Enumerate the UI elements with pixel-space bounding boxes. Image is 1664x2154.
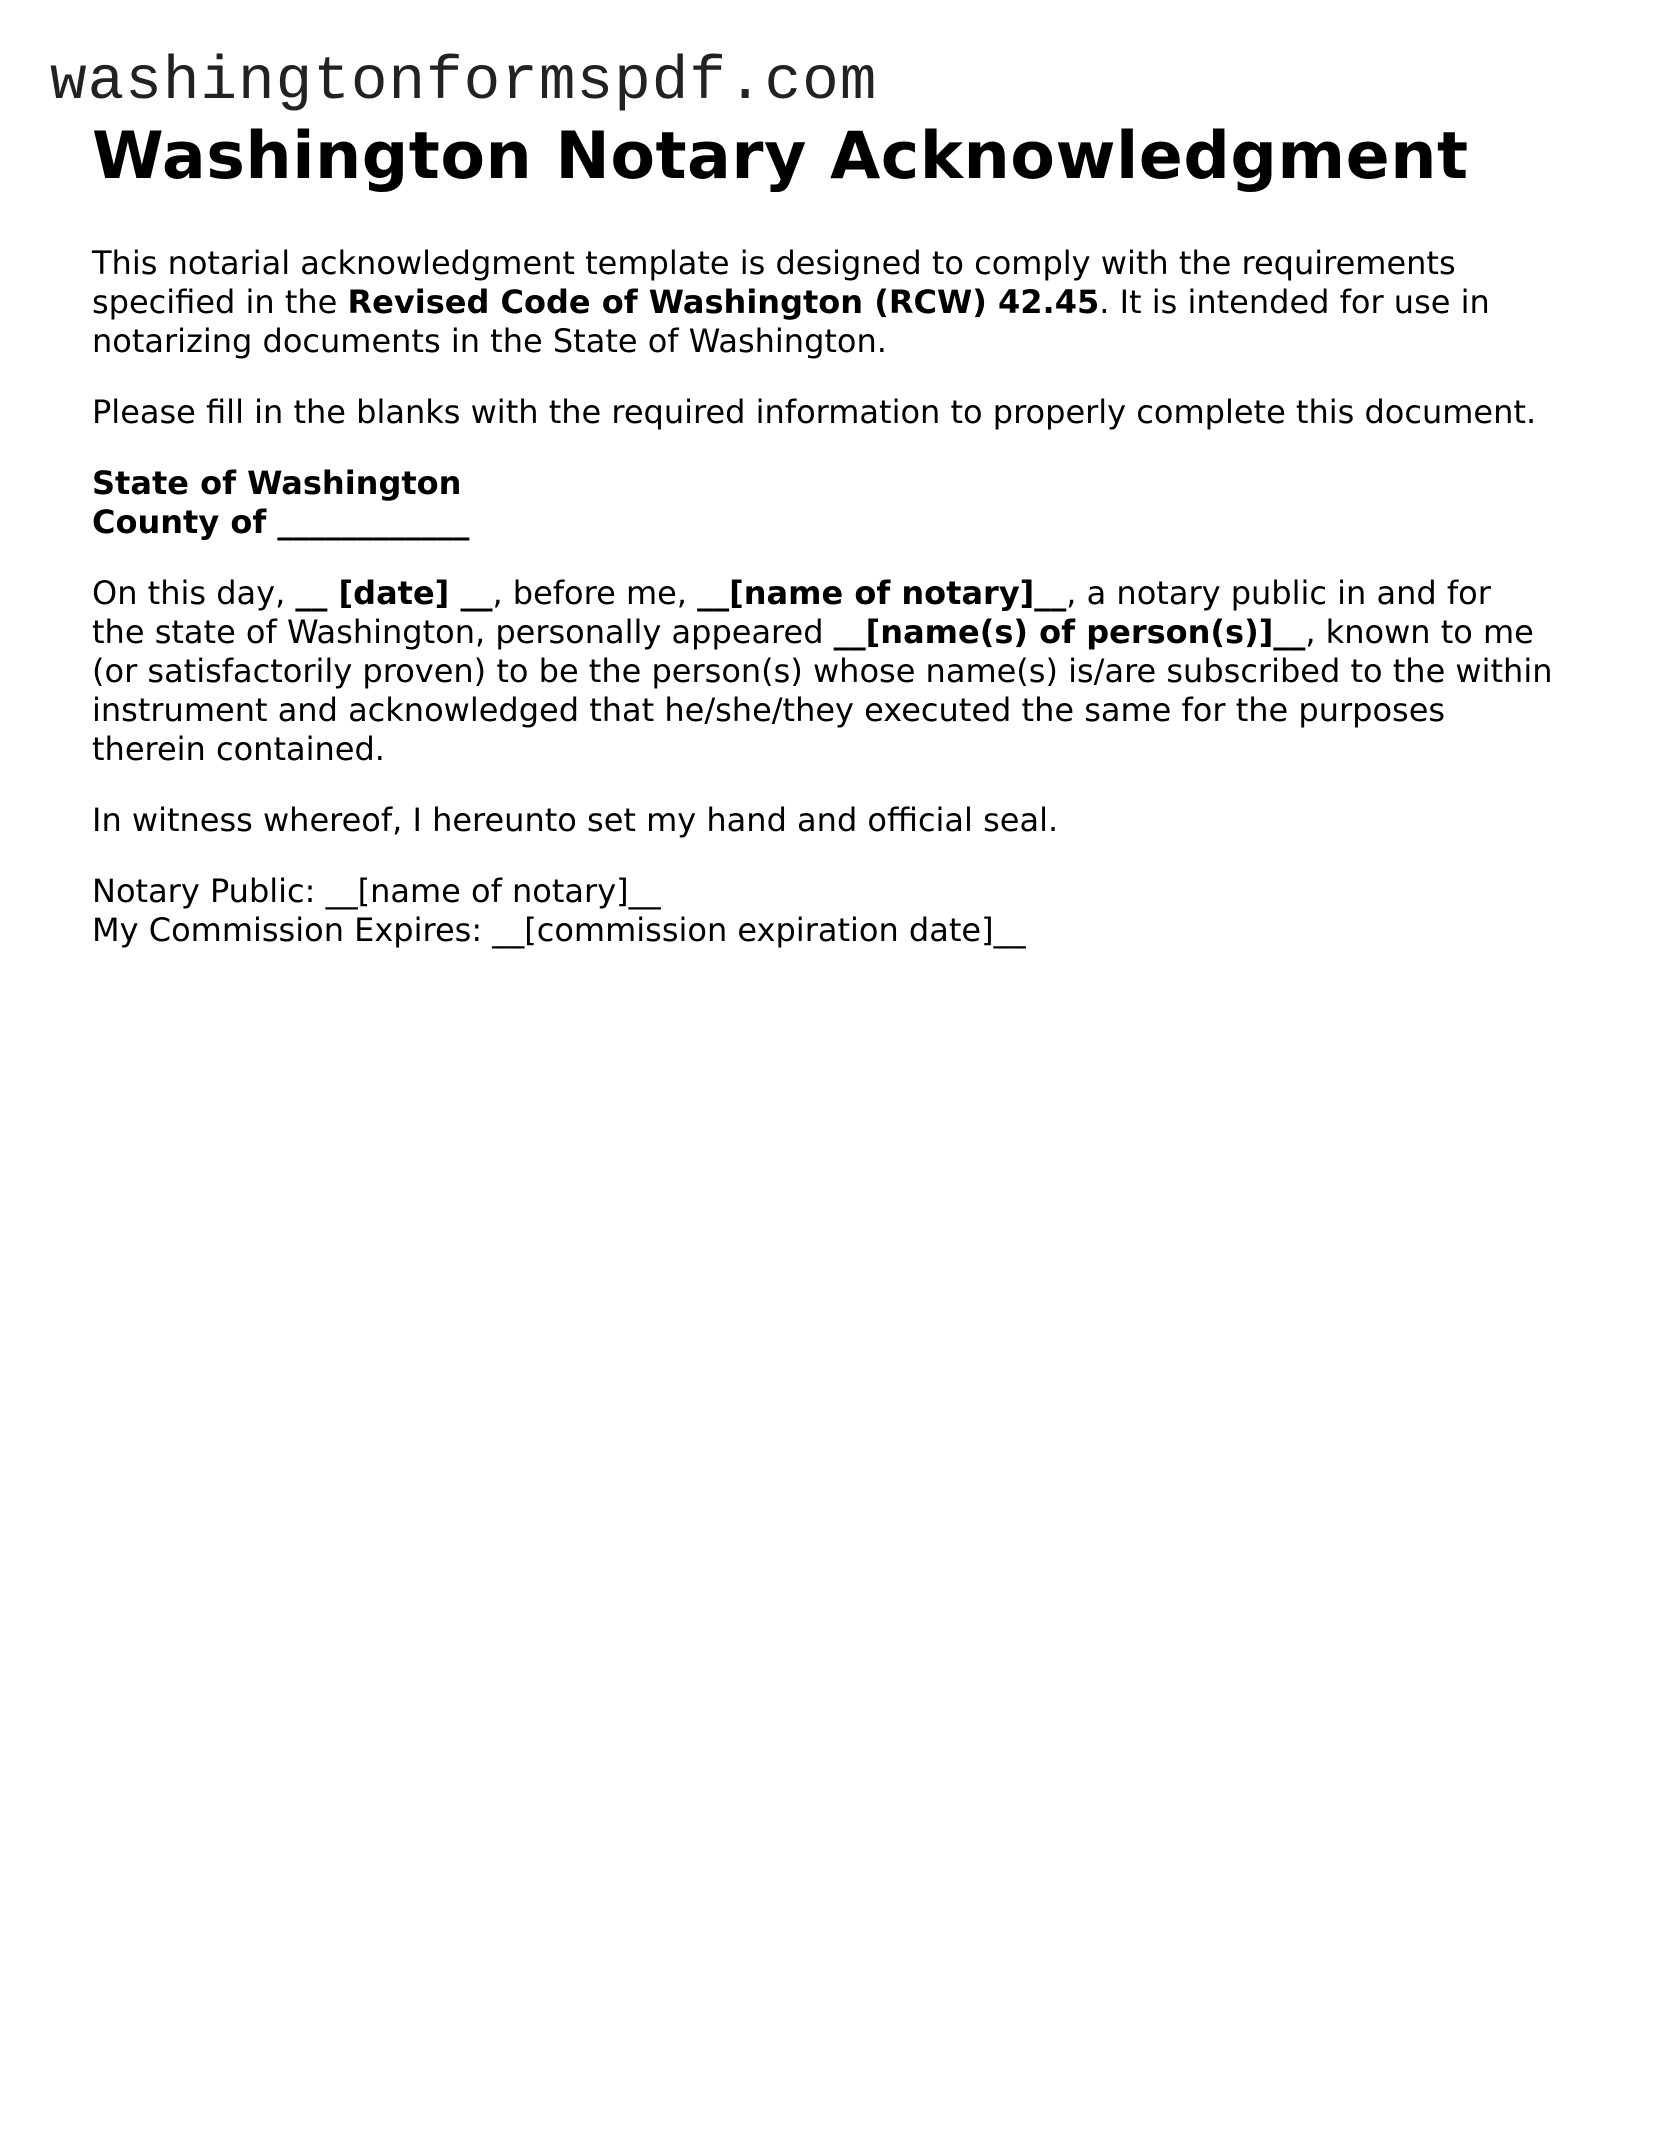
ack-text: , before me, [492, 574, 698, 612]
ack-text: instrument and acknowledged that he/she/they executed the same for the purposes [92, 691, 1446, 729]
notary-name-blank: __[name of notary]__ [697, 574, 1067, 612]
commission-expires-line: My Commission Expires: __[commission expiration date]__ [92, 911, 1026, 949]
ack-text: the state of Washington, personally appeared [92, 613, 834, 651]
intro-line-1: This notarial acknowledgment template is designed to comply with the requirements [92, 244, 1456, 282]
intro-line-2-pre: specified in the [92, 283, 348, 321]
statute-reference: Revised Code of Washington (RCW) 42.45 [347, 283, 1100, 321]
intro-paragraph [92, 244, 1592, 361]
ack-text: , a notary public in and for [1066, 574, 1491, 612]
intro-line-2-post: . It is intended for use in [1099, 283, 1490, 321]
date-blank: __ [date] __ [295, 574, 493, 612]
document-body [92, 112, 1592, 950]
instructions-paragraph: Please fill in the blanks with the required information to properly complete this document. [92, 393, 1537, 431]
intro-line-3: notarizing documents in the State of Washington. [92, 322, 887, 360]
ack-text: On this day, [92, 574, 296, 612]
venue-state: State of Washington [92, 464, 462, 502]
persons-name-blank: __[name(s) of person(s)]__ [833, 613, 1306, 651]
notary-public-line: Notary Public: __[name of notary]__ [92, 872, 661, 910]
ack-text: (or satisfactorily proven) to be the person(s) whose name(s) is/are subscribed to the within [92, 652, 1553, 690]
venue-county: County of ____________ [92, 503, 470, 541]
venue-block [92, 464, 1592, 542]
ack-text: therein contained. [92, 730, 385, 768]
watermark: washingtonformspdf.com [50, 48, 878, 117]
acknowledgment-paragraph [92, 574, 1592, 769]
witness-paragraph: In witness whereof, I hereunto set my hand and official seal. [92, 801, 1059, 839]
document-title: Washington Notary Acknowledgment [92, 119, 1469, 194]
signature-block [92, 872, 1592, 950]
ack-text: , known to me [1305, 613, 1534, 651]
